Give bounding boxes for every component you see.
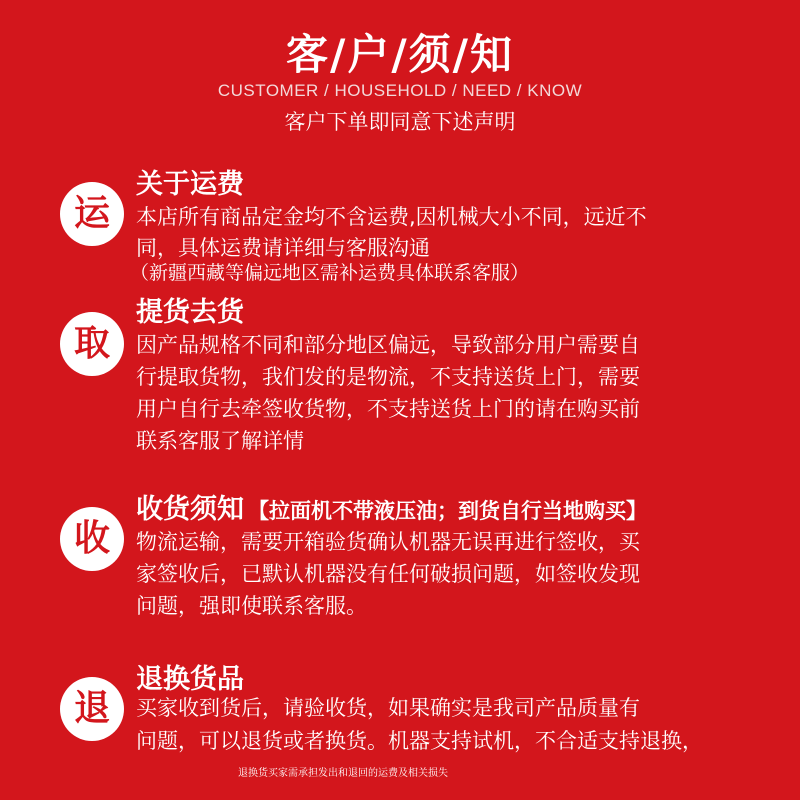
section-text-line: 本店所有商品定金均不含运费,因机械大小不同，远近不 [136, 205, 647, 229]
section-title-pickup: 提货去货 [136, 297, 244, 328]
page-title: 客/户/须/知 [285, 30, 515, 79]
badge-shipping: 运 [60, 182, 124, 246]
section-text-line: 问题，可以退货或者换货。机器支持试机，不合适支持退换， [136, 729, 703, 753]
badge-receiving: 收 [60, 507, 124, 571]
section-text-line: 家签收后，已默认机器没有任何破损问题，如签收发现 [136, 562, 640, 586]
page-subtitle-english: CUSTOMER / HOUSEHOLD / NEED / KNOW [217, 81, 583, 100]
page-subtitle-chinese: 客户下单即同意下述声明 [284, 110, 516, 134]
section-text-line: 买家收到货后，请验收货，如果确实是我司产品质量有 [136, 696, 640, 720]
section-title-returns: 退换货品 [136, 664, 244, 695]
section-title-receiving [136, 493, 647, 528]
section-text-line: 物流运输，需要开箱验货确认机器无误再进行签收，买 [136, 530, 640, 554]
section-title-note: 【拉面机不带液压油；到货自行当地购买】 [248, 498, 647, 523]
section-text-line: 退换货买家需承担发出和退回的运费及相关损失 [238, 768, 448, 779]
badge-pickup: 取 [60, 312, 124, 376]
section-text-line: 联系客服了解详情 [136, 429, 304, 453]
section-title-shipping: 关于运费 [136, 169, 244, 200]
section-text-line: （新疆西藏等偏远地区需补运费具体联系客服） [130, 262, 530, 284]
section-text-line: 问题，强即使联系客服。 [136, 594, 367, 618]
section-title-receiving-text: 收货须知 [136, 494, 244, 525]
section-text-line: 用户自行去牵签收货物，不支持送货上门的请在购买前 [136, 397, 640, 421]
section-text-line: 因产品规格不同和部分地区偏远，导致部分用户需要自 [136, 333, 640, 357]
section-text-line: 行提取货物，我们发的是物流，不支持送货上门，需要 [136, 365, 640, 389]
section-text-line: 同，具体运费请详细与客服沟通 [136, 236, 430, 260]
badge-returns: 退 [60, 677, 124, 741]
